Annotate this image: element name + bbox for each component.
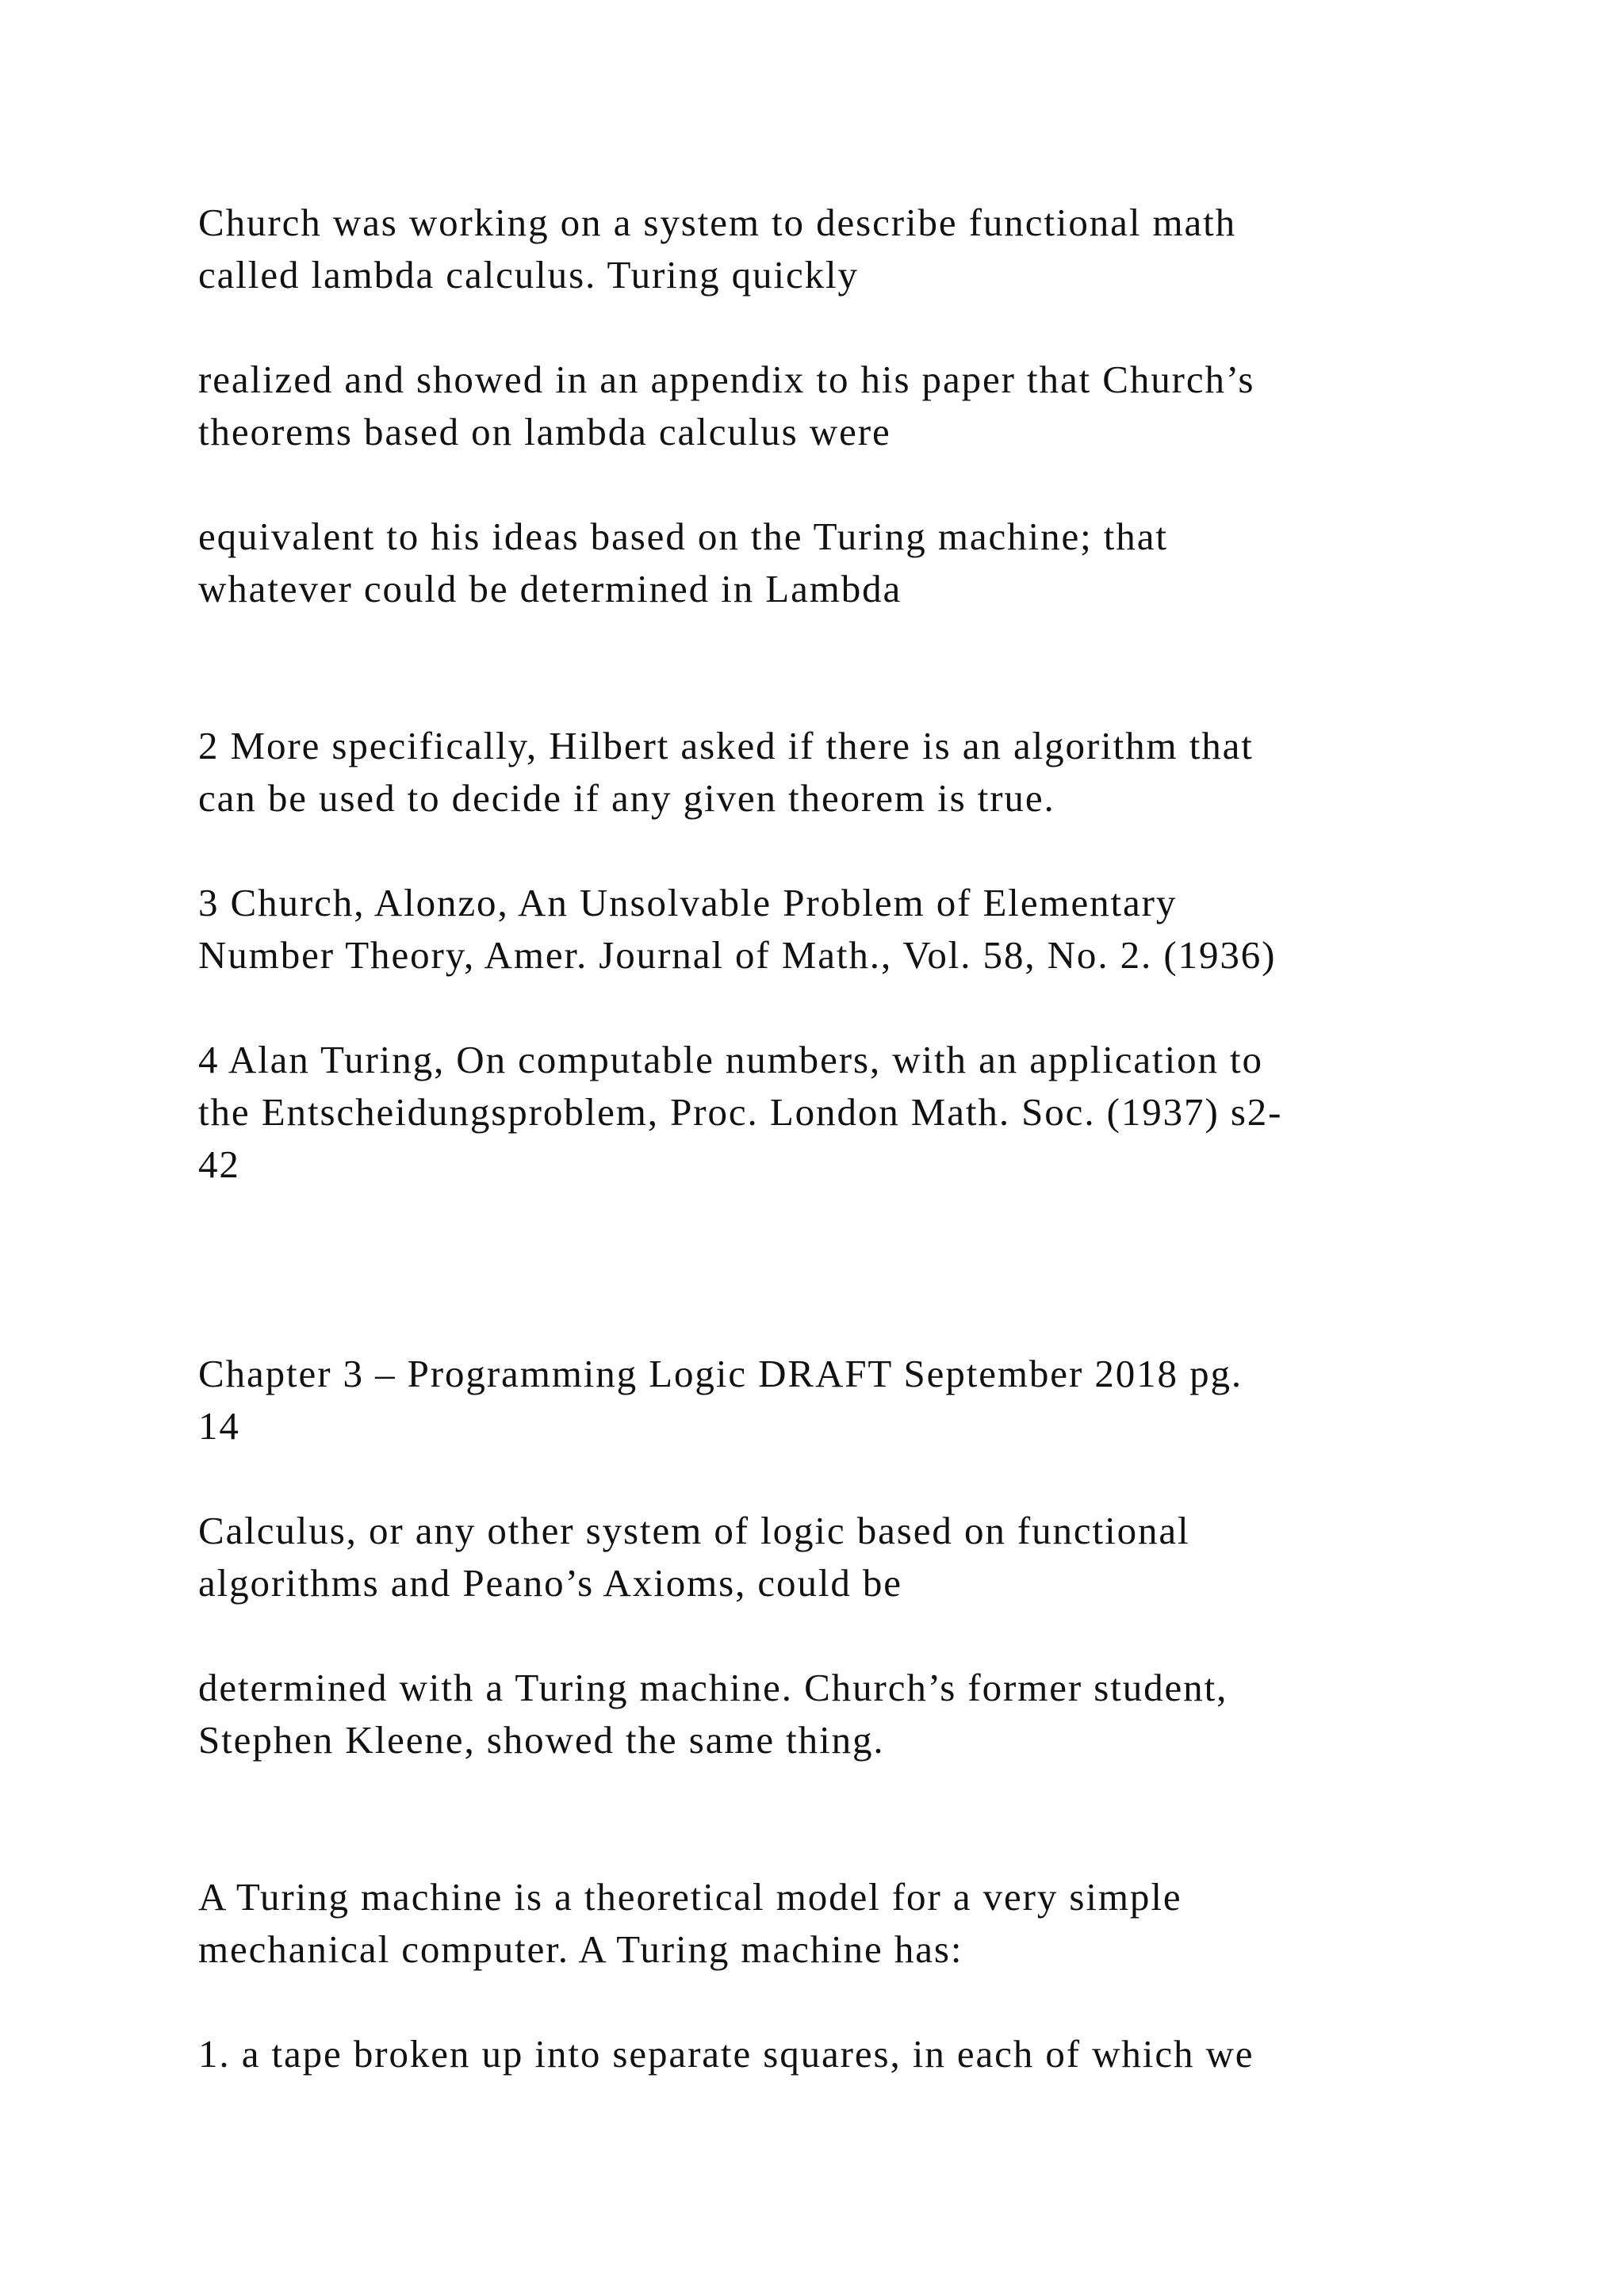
text-line: realized and showed in an appendix to his paper that Church’s [198, 358, 1255, 401]
text-line: equivalent to his ideas based on the Turing machine; that [198, 515, 1168, 558]
text-line: theorems based on lambda calculus were [198, 410, 891, 453]
page-header-line: 14 [198, 1404, 240, 1448]
text-line: whatever could be determined in Lambda [198, 567, 902, 610]
text-line: mechanical computer. A Turing machine has: [198, 1927, 963, 1971]
text-line: called lambda calculus. Turing quickly [198, 253, 859, 297]
text-line: Church was working on a system to describe functional math [198, 201, 1237, 244]
text-line: A Turing machine is a theoretical model for a very simple [198, 1875, 1182, 1919]
footnote-line: 4 Alan Turing, On computable numbers, with an application to [198, 1038, 1263, 1081]
footnote-line: 42 [198, 1142, 240, 1186]
text-line: determined with a Turing machine. Church’s former student, [198, 1666, 1228, 1709]
page-header-line: Chapter 3 – Programming Logic DRAFT September 2018 pg. [198, 1352, 1243, 1395]
list-item-line: 1. a tape broken up into separate squares, in each of which we [198, 2032, 1254, 2076]
footnote-line: 3 Church, Alonzo, An Unsolvable Problem of Elementary [198, 881, 1178, 924]
footnote-line: Number Theory, Amer. Journal of Math., Vol. 58, No. 2. (1936) [198, 933, 1277, 977]
text-line: algorithms and Peano’s Axioms, could be [198, 1561, 902, 1605]
text-line: Stephen Kleene, showed the same thing. [198, 1718, 885, 1762]
text-line: Calculus, or any other system of logic based on functional [198, 1509, 1190, 1552]
footnote-line: the Entscheidungsproblem, Proc. London Math. Soc. (1937) s2- [198, 1090, 1283, 1134]
footnote-line: 2 More specifically, Hilbert asked if there is an algorithm that [198, 724, 1254, 767]
footnote-line: can be used to decide if any given theorem is true. [198, 776, 1055, 820]
